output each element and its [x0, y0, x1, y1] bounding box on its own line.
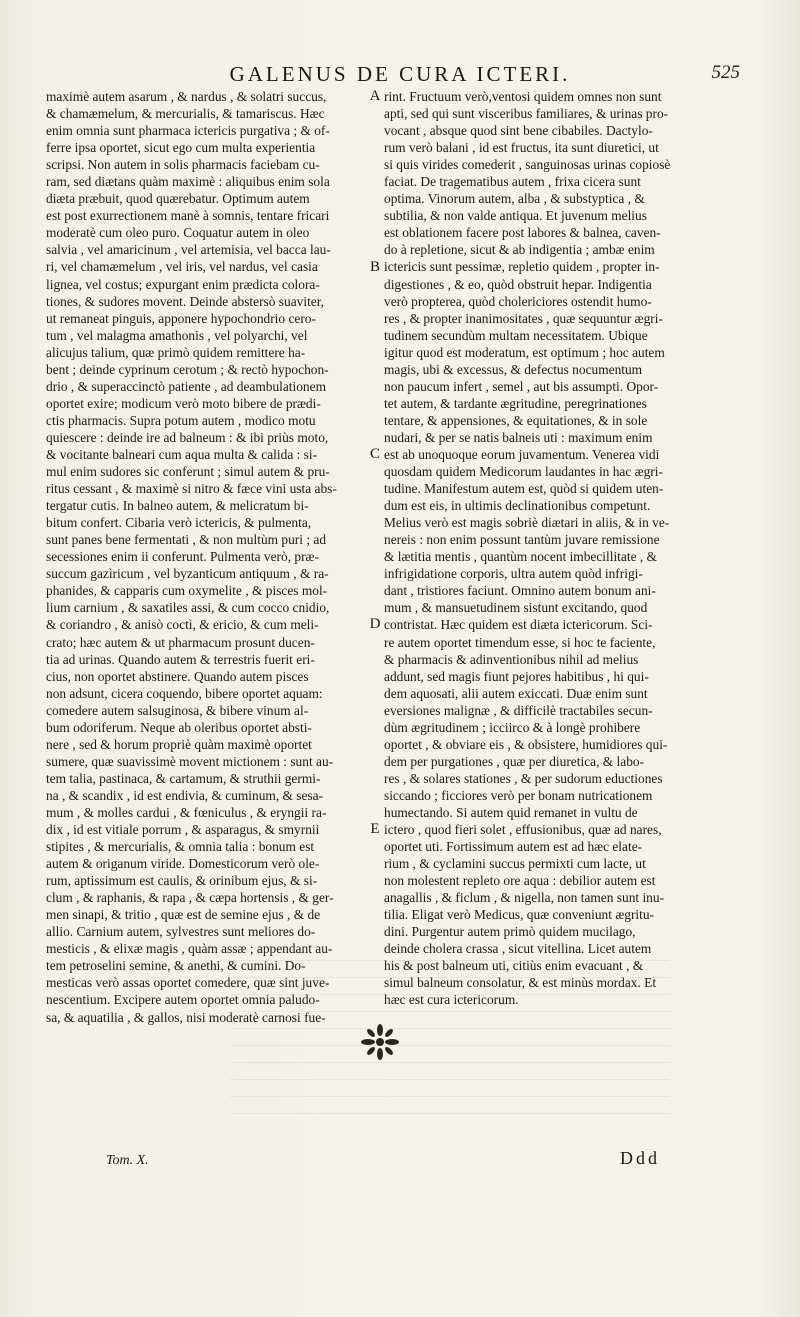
text-line: ctis pharmacis. Supra potum autem , modico motu [46, 412, 316, 428]
text-line: res , & solares stationes , & per sudorum eductiones [384, 770, 663, 786]
text-line: bitum confert. Cibaria verò ictericis, & pulmenta, [46, 515, 312, 531]
text-line: alicujus talium, quæ primò quidem remittere ha- [46, 344, 306, 360]
text-line: res , & propter inanimositates , quæ sequuntur ægri- [384, 310, 663, 326]
text-line: eversiones malignæ , & difficilè tractabiles secun- [384, 702, 653, 718]
text-line: men sinapi, & tritio , quæ est de semine ejus , & de [46, 907, 321, 923]
text-line: si quis virides comederit , sanguinosas urinas copiosè [384, 157, 671, 173]
text-line: optima. Vinorum autem, alba , & substyptica , & [384, 191, 645, 207]
text-line: tum , vel malagma amathonis , vel polyarchi, vel [46, 327, 308, 343]
text-line: allio. Carnium autem, sylvestres sunt meliores do- [46, 924, 316, 940]
text-line: tentare, & appensiones, & equitationes, & in sole [384, 412, 648, 428]
text-line: tudinem secundùm multam necessitatem. Ubique [384, 327, 648, 343]
text-line: oportet exire; modicum verò moto bibere de prædi- [46, 395, 321, 411]
text-line: secessiones enim ii conferunt. Pulmenta verò, præ- [46, 549, 319, 565]
text-line: dem aquosati, alii autem exiccati. Duæ enim sunt [384, 685, 648, 701]
text-line: maximè autem asarum , & nardus , & solatri succus, [46, 89, 327, 104]
running-head: GALENUS DE CURA ICTERI. [229, 62, 571, 86]
text-line: sa, & aquatilia , & gallos, nisi moderatè carnosi fue- [46, 1009, 326, 1025]
text-line: rium , & cyclamini succus permixti cum lacte, ut [384, 856, 646, 872]
text-line: hæc est cura ictericorum. [384, 992, 519, 1008]
text-line: dix , id est vitiale porrum , & asparagus, & smyrnii [46, 822, 320, 838]
text-line: phanides, & capparis cum oxymelite , & pisces mol- [46, 583, 328, 599]
text-line: lignea, vel costus; expurgant enim prædicta colora- [46, 276, 320, 292]
text-line: bent ; deinde cyprinum cerotum ; & rectò hypochon- [46, 361, 329, 377]
text-line: diæta præbuit, quod quærebatur. Optimum autem [46, 191, 310, 207]
text-line: salvia , vel amaricinum , vel artemisia, vel bacca lau- [46, 242, 331, 258]
text-line: mesticas verò assas oportet comedere, quæ sint juve- [46, 975, 330, 991]
text-line: tiones, & sudores movent. Deinde abstersò suaviter, [46, 293, 325, 309]
text-line: ritus cessant , & maximè si nitro & fæce vini usta abs- [46, 481, 337, 497]
text-line: na , & scandix , id est endivia, & cuminum, & sesa- [46, 787, 324, 803]
text-line: non adsunt, cicera coquendo, bibere oportet aquam: [46, 685, 323, 701]
text-line: tia ad urinas. Quando autem & terrestris fuerit eri- [46, 651, 315, 667]
text-line: mum , & mansuetudinem sistunt excitando, quod [384, 600, 648, 616]
text-line: non paucum infert , semel , aut bis assumpti. Opor- [384, 378, 659, 394]
text-line: tem petroselini semine, & anethi, & cumini. Do- [46, 958, 306, 974]
text-line: & lætitia mentis , quantùm nocent imbecillitate , & [384, 549, 657, 565]
text-line: & chamæmelum, & mercurialis, & tamariscus. Hæc [46, 106, 325, 122]
text-line: tergatur cutis. In balneo autem, & melicratum bi- [46, 498, 309, 514]
text-line: contristat. Hæc quidem est diæta ictericorum. Sci- [384, 617, 653, 633]
text-line: ictericis sunt pessimæ, repletio quidem , propter in- [384, 259, 660, 275]
text-line: cius, non oportet abstinere. Quando autem pisces [46, 668, 309, 684]
text-line: dant , tristiores faciunt. Omnino autem bonum ani- [384, 583, 656, 599]
text-line: stipites , & mercurialis, & omnia talia : bonum est [46, 839, 315, 855]
text-line: rum verò balani , id est fructus, ita sunt diuretici, ut [384, 140, 659, 156]
text-line: ri, vel chamæmelum , vel iris, vel nardus, vel casia [46, 259, 318, 275]
left-text-column [46, 88, 366, 1026]
text-line: drio , & superaccinctò patiente , ad deambulationem [46, 378, 326, 394]
text-line: lium carnium , & saxatiles assi, & cum cocco cnidio, [46, 600, 330, 616]
text-line: nere , sed & horum propriè quàm maximè oportet [46, 736, 312, 752]
text-line: vocant , absque quod sint bene cibabiles. Dactylo- [384, 123, 653, 139]
text-line: simul balneum consolatur, & est minùs mordax. Et [384, 975, 657, 991]
text-line: & coriandro , & anisò coctì, & ericio, & cum meli- [46, 617, 319, 633]
text-line: magis, ubi & excessus, & defectus nocumentum [384, 361, 643, 377]
text-line: nescentium. Excipere autem oportet omnia paludo- [46, 992, 320, 1008]
text-line: quiescere : deinde ire ad balneum : & ibi priùs moto, [46, 429, 329, 445]
text-line: sunt panes bene fermentati , & non multùm puri ; ad [46, 532, 327, 548]
text-line: his & post balneum uti, citiùs enim evacuant , & [384, 958, 644, 974]
text-line: non molestent repleto ore aqua : debilior autem est [384, 873, 656, 889]
text-line: verò propterea, quòd cholericiores ostendit humo- [384, 293, 652, 309]
volume-label: Tom. X. [106, 1153, 149, 1168]
text-line: tem talia, pastinaca, & cartamum, & struthii germi- [46, 770, 321, 786]
text-line: infrigidatione corporis, ultra autem quòd infrigi- [384, 566, 643, 582]
text-line: est post exurrectionem manè à somnis, tentare fricari [46, 208, 330, 224]
text-line: scripsi. Non autem in solis pharmacis faciebam cu- [46, 157, 320, 173]
text-line: clum , & raphanis, & rapa , & cæpa hortensis , & ger- [46, 890, 334, 906]
text-line: mesticis , & elixæ magis , quàm assæ ; appendant au- [46, 941, 333, 957]
text-line: dum est eis, in ultimis declinationibus competunt. [384, 498, 651, 514]
text-line: faciat. De tragematibus autem , frixa cicera sunt [384, 174, 641, 190]
margin-letter-a: A [369, 88, 381, 104]
signature-mark: Ddd [620, 1148, 660, 1168]
text-line: subtilia, & non valde antiqua. Et juvenum melius [384, 208, 647, 224]
text-line: & pharmacis & adinventionibus nihil ad melius [384, 651, 639, 667]
text-line: dini. Purgentur autem primò quidem mucilago, [384, 924, 636, 940]
text-line: humectando. Si autem quid remanet in vultu de [384, 804, 638, 820]
text-line: bum odoriferum. Neque ab oleribus oportet absti- [46, 719, 312, 735]
text-line: ram, sed diætans quàm maximè : aliquibus enim sola [46, 174, 330, 190]
text-line: nereis : non enim possunt tantùm juvare remissione [384, 532, 660, 548]
text-line: quosdam quidem Medicorum laudantes in hac ægri- [384, 464, 663, 480]
fleuron-ornament-icon [358, 1022, 402, 1062]
text-line: ictero , quod fieri solet , effusionibus, quæ ad nares, [384, 822, 662, 838]
text-line: tudine. Manifestum autem est, quòd si quidem uten- [384, 481, 664, 497]
margin-letter-c: C [369, 446, 380, 462]
text-line: anagallis , & ficlum , & nigella, non tamen sunt inu- [384, 890, 665, 906]
page-number: 525 [711, 62, 740, 83]
text-line: mum , & molles cardui , & fœniculus , & eryngii ra- [46, 804, 327, 820]
text-line: digestiones , & eo, quòd obstruit hepar. Indigentia [384, 276, 652, 292]
text-line: do à repletione, sicut & ab indigentia ; ambæ enim [384, 242, 655, 258]
text-line: tet autem, & tardante ægritudine, peregrinationes [384, 395, 647, 411]
text-line: & vocitante balneari cum aqua multa & calida : si- [46, 446, 318, 462]
text-line: moderatè cum oleo puro. Coquatur autem in oleo [46, 225, 310, 241]
text-line: sumere, quæ suavissimè movent mictionem : sunt au- [46, 753, 334, 769]
text-line: igitur quod est moderatum, est optimum ; hoc autem [384, 344, 665, 360]
text-line: rum, aptissimum est caulis, & orinibum ejus, & si- [46, 873, 318, 889]
text-line: addunt, sed magis fiunt pejores habitibus , hi qui- [384, 668, 649, 684]
text-line: rint. Fructuum verò,ventosi quidem omnes non sunt [384, 89, 662, 104]
text-line: est ab unoquoque eorum juvamentum. Venerea vidi [384, 446, 660, 462]
text-line: siccando ; ficciores verò per bonam nutricationem [384, 787, 653, 803]
text-line: succum gazìricum , vel byzanticum antiquum , & ra- [46, 566, 329, 582]
margin-letter-e: E [370, 821, 380, 837]
text-line: enim omnia sunt pharmaca ictericis purgativa ; & of- [46, 123, 330, 139]
text-line: dem per purgationes , quæ per diuretica, & labo- [384, 753, 645, 769]
margin-letter-d: D [369, 616, 381, 632]
text-line: comedere autem salsuginosa, & bibere vinum al- [46, 702, 309, 718]
text-line: apti, sed qui sunt visceribus familiares, & urinas pro- [384, 106, 669, 122]
margin-letter-b: B [369, 259, 380, 275]
text-line: nudari, & per se natis balneis uti : maximum enim [384, 429, 653, 445]
text-line: autem & origanum viride. Domesticorum verò ole- [46, 856, 320, 872]
text-line: est oblationem facere post labores & balnea, caven- [384, 225, 661, 241]
text-line: ut remaneat pinguis, apponere hypochondrio cero- [46, 310, 316, 326]
text-line: deinde cholera crassa , sicut vitellina. Licet autem [384, 941, 652, 957]
text-line: mul enim sudores sic conferunt ; simul autem & pru- [46, 464, 330, 480]
text-line: oportet uti. Fortissimum autem est ad hæc elate- [384, 839, 643, 855]
right-text-column [384, 88, 706, 1009]
text-line: Melius verò est magis sobriè diætari in aliis, & in ve- [384, 515, 670, 531]
text-line: crato; hæc autem & ut pharmacum prosunt ducen- [46, 634, 315, 650]
text-line: re autem oportet timendum esse, si hoc te faciente, [384, 634, 656, 650]
text-line: oportet , & obviare eis , & obsistere, humidiores qui- [384, 736, 668, 752]
text-line: dùm ægritudinem ; icciirco & à longè prohibere [384, 719, 641, 735]
text-line: ferre ipsa oportet, sicut ego cum multa experientia [46, 140, 316, 156]
text-line: tilia. Eligat verò Medicus, quæ conveniunt ægritu- [384, 907, 654, 923]
